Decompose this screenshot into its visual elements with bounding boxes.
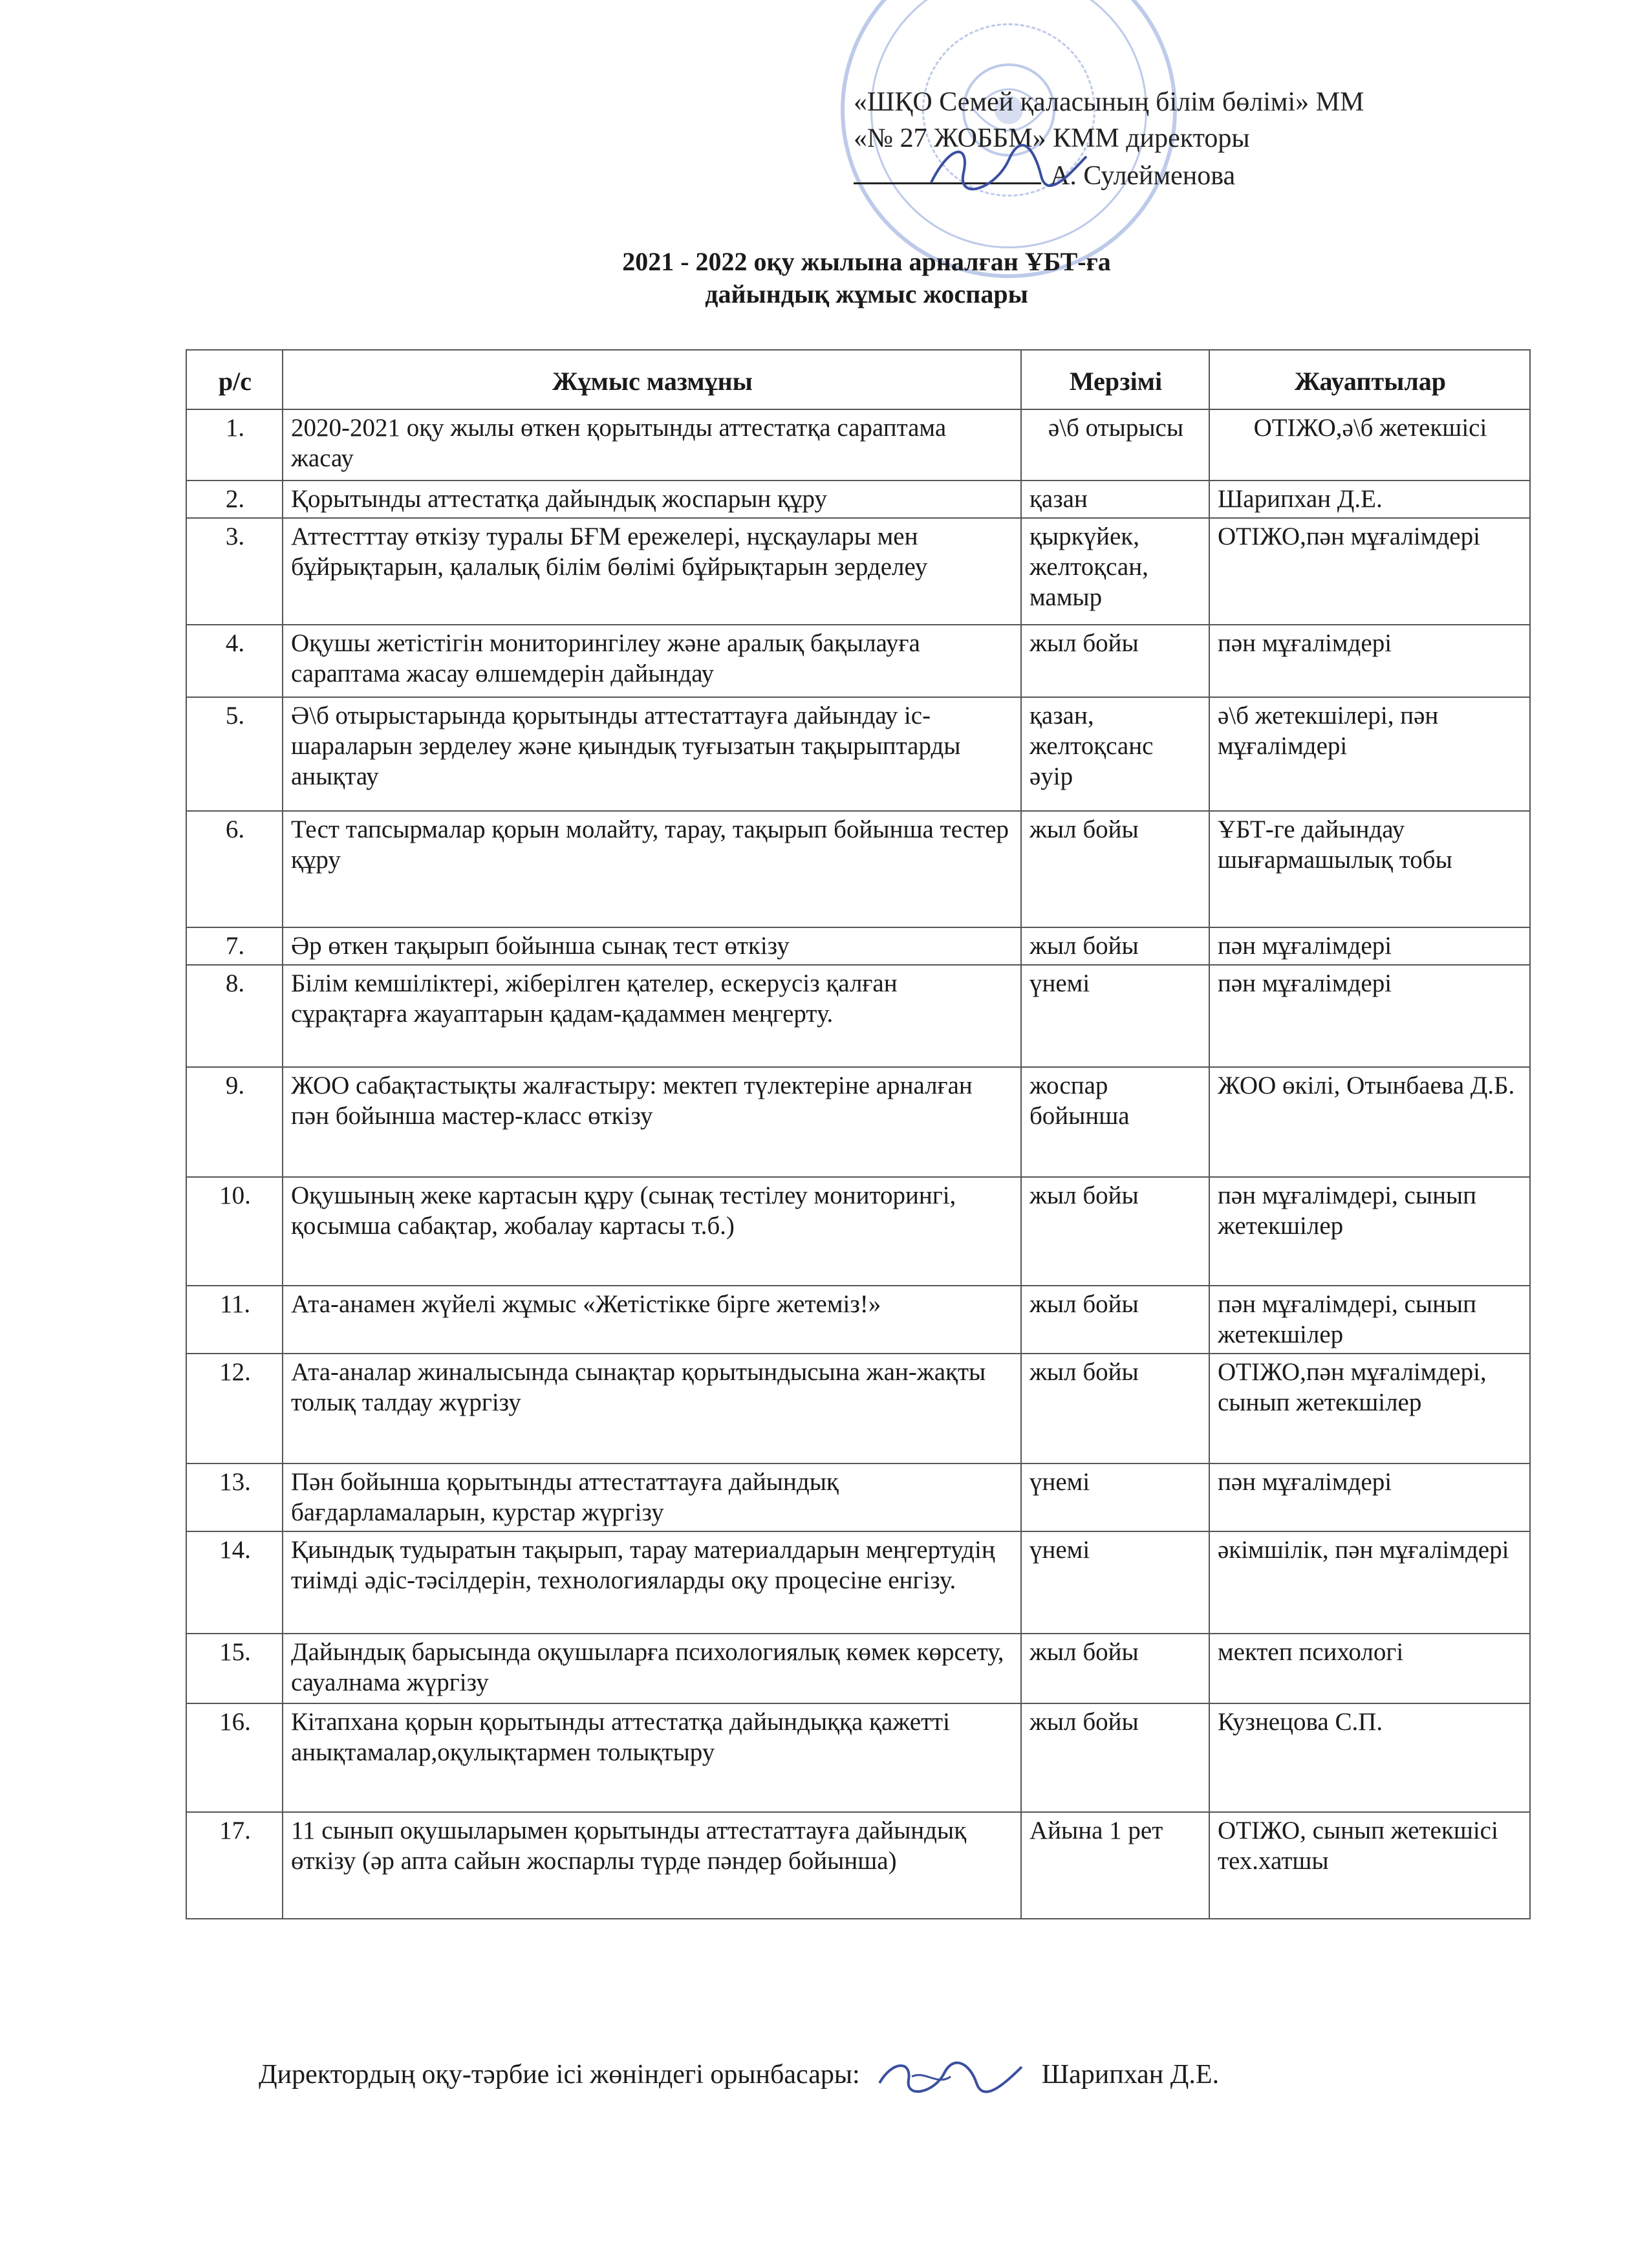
row-content: Әр өткен тақырып бойынша сынақ тест өткізу bbox=[283, 927, 1021, 965]
row-responsible: ә\б жетекшілері, пән мұғалімдері bbox=[1209, 697, 1530, 811]
title-line-2: дайындық жұмыс жоспары bbox=[705, 279, 1028, 308]
row-num: 5. bbox=[186, 697, 283, 811]
row-content: Қорытынды аттестатқа дайындық жоспарын құру bbox=[283, 481, 1021, 518]
row-responsible: пән мұғалімдері bbox=[1209, 625, 1530, 697]
row-content: Аттестттау өткізу туралы БҒМ ережелері, нұсқаулары мен бұйрықтарын, қалалық білім бөлімі бұйрықтарын зерделеу bbox=[283, 518, 1021, 625]
approval-director-title: «№ 27 ЖОББМ» КММ директоры bbox=[854, 124, 1250, 153]
header-num: р/с bbox=[186, 350, 283, 409]
row-content: 2020-2021 оқу жылы өткен қорытынды аттестатқа сараптама жасау bbox=[283, 409, 1021, 481]
row-term: жыл бойы bbox=[1021, 811, 1209, 927]
row-responsible: ОТІЖО,ә\б жетекшісі bbox=[1209, 409, 1530, 481]
row-num: 3. bbox=[186, 518, 283, 625]
row-content: Ата-аналар жиналысында сынақтар қорытындысына жан-жақты толық талдау жүргізу bbox=[283, 1354, 1021, 1463]
footer-signature-line bbox=[259, 2057, 1617, 2096]
row-responsible: пән мұғалімдері bbox=[1209, 965, 1530, 1067]
row-term: қазан bbox=[1021, 481, 1209, 518]
row-responsible: пән мұғалімдері, сынып жетекшілер bbox=[1209, 1286, 1530, 1354]
row-num: 17. bbox=[186, 1812, 283, 1919]
row-num: 8. bbox=[186, 965, 283, 1067]
row-responsible: мектеп психологі bbox=[1209, 1634, 1530, 1703]
row-responsible: пән мұғалімдері bbox=[1209, 927, 1530, 965]
row-content: Қиындық тудыратын тақырып, тарау материалдарын меңгертудің тиімді әдіс-тәсілдерін, технологияларды оқу процесіне енгізу. bbox=[283, 1531, 1021, 1634]
row-content: Ә\б отырыстарында қорытынды аттестаттауға дайындау іс-шараларын зерделеу және қиындық туғызатын тақырыптарды анықтау bbox=[283, 697, 1021, 811]
approval-signature-line bbox=[854, 157, 1565, 194]
header-term: Мерзімі bbox=[1021, 350, 1209, 409]
row-content: 11 сынып оқушыларымен қорытынды аттестаттауға дайындық өткізу (әр апта сайын жоспарлы түрде пәндер бойынша) bbox=[283, 1812, 1021, 1919]
row-num: 12. bbox=[186, 1354, 283, 1463]
table-row bbox=[186, 811, 1530, 927]
row-term: жыл бойы bbox=[1021, 1286, 1209, 1354]
row-responsible: ОТІЖО,пән мұғалімдері bbox=[1209, 518, 1530, 625]
row-num: 6. bbox=[186, 811, 283, 927]
deputy-signature-icon bbox=[873, 2057, 1028, 2096]
row-responsible: әкімшілік, пән мұғалімдері bbox=[1209, 1531, 1530, 1634]
row-term: үнемі bbox=[1021, 1463, 1209, 1531]
table-row bbox=[186, 625, 1530, 697]
row-responsible: Кузнецова С.П. bbox=[1209, 1703, 1530, 1812]
row-term: Айына 1 рет bbox=[1021, 1812, 1209, 1919]
row-content: Білім кемшіліктері, жіберілген қателер, ескерусіз қалған сұрақтарға жауаптарын қадам-қадаммен меңгерту. bbox=[283, 965, 1021, 1067]
header-responsible: Жауаптылар bbox=[1209, 350, 1530, 409]
work-plan-table bbox=[186, 349, 1531, 1919]
row-num: 2. bbox=[186, 481, 283, 518]
row-responsible: ОТІЖО, сынып жетекшісі тех.хатшы bbox=[1209, 1812, 1530, 1919]
director-name: А. Сулейменова bbox=[1050, 161, 1236, 191]
row-num: 9. bbox=[186, 1067, 283, 1177]
row-term: қазан, желтоқсанс әуір bbox=[1021, 697, 1209, 811]
row-responsible: ЖОО өкілі, Отынбаева Д.Б. bbox=[1209, 1067, 1530, 1177]
table-row bbox=[186, 1067, 1530, 1177]
document-title bbox=[0, 246, 1649, 310]
row-num: 13. bbox=[186, 1463, 283, 1531]
row-content: ЖОО сабақтастықты жалғастыру: мектеп түлектеріне арналған пән бойынша мастер-класс өткізу bbox=[283, 1067, 1021, 1177]
row-content: Оқушының жеке картасын құру (сынақ тестілеу мониторингі, қосымша сабақтар, жобалау картасы т.б.) bbox=[283, 1177, 1021, 1286]
row-term: қыркүйек, желтоқсан, мамыр bbox=[1021, 518, 1209, 625]
table-row bbox=[186, 697, 1530, 811]
table-row bbox=[186, 1286, 1530, 1354]
approval-org-line: «ШҚО Семей қаласының білім бөлімі» ММ bbox=[854, 87, 1364, 117]
row-term: үнемі bbox=[1021, 965, 1209, 1067]
row-content: Тест тапсырмалар қорын молайту, тарау, тақырып бойынша тестер құру bbox=[283, 811, 1021, 927]
row-content: Ата-анамен жүйелі жұмыс «Жетістікке бірге жетеміз!» bbox=[283, 1286, 1021, 1354]
title-line-1: 2021 - 2022 оқу жылына арналған ҰБТ-ға bbox=[622, 247, 1111, 276]
table-row bbox=[186, 927, 1530, 965]
table-row bbox=[186, 1812, 1530, 1919]
row-term: жыл бойы bbox=[1021, 1354, 1209, 1463]
table-row bbox=[186, 1354, 1530, 1463]
table-row bbox=[186, 1703, 1530, 1812]
row-num: 7. bbox=[186, 927, 283, 965]
row-content: Дайындық барысында оқушыларға психологиялық көмек көрсету, сауалнама жүргізу bbox=[283, 1634, 1021, 1703]
director-signature-icon bbox=[925, 137, 1093, 195]
row-term: ә\б отырысы bbox=[1021, 409, 1209, 481]
row-num: 15. bbox=[186, 1634, 283, 1703]
row-term: жыл бойы bbox=[1021, 1177, 1209, 1286]
row-term: жыл бойы bbox=[1021, 1703, 1209, 1812]
row-term: жыл бойы bbox=[1021, 625, 1209, 697]
table-row bbox=[186, 481, 1530, 518]
table-row bbox=[186, 1531, 1530, 1634]
table-row bbox=[186, 965, 1530, 1067]
row-content: Пән бойынша қорытынды аттестаттауға дайындық бағдарламаларын, курстар жүргізу bbox=[283, 1463, 1021, 1531]
row-term: жыл бойы bbox=[1021, 1634, 1209, 1703]
table-header-row bbox=[186, 350, 1530, 409]
row-num: 4. bbox=[186, 625, 283, 697]
header-content: Жұмыс мазмұны bbox=[283, 350, 1021, 409]
row-content: Кітапхана қорын қорытынды аттестатқа дайындыққа қажетті анықтамалар,оқулықтармен толықтыру bbox=[283, 1703, 1021, 1812]
row-num: 1. bbox=[186, 409, 283, 481]
row-content: Оқушы жетістігін мониторингілеу және аралық бақылауға сараптама жасау өлшемдерін дайындау bbox=[283, 625, 1021, 697]
row-responsible: пән мұғалімдері bbox=[1209, 1463, 1530, 1531]
approval-block bbox=[854, 84, 1565, 194]
row-num: 14. bbox=[186, 1531, 283, 1634]
table-row bbox=[186, 518, 1530, 625]
table-row bbox=[186, 1463, 1530, 1531]
row-num: 11. bbox=[186, 1286, 283, 1354]
row-term: жоспар бойынша bbox=[1021, 1067, 1209, 1177]
row-num: 16. bbox=[186, 1703, 283, 1812]
table-row bbox=[186, 409, 1530, 481]
row-responsible: пән мұғалімдері, сынып жетекшілер bbox=[1209, 1177, 1530, 1286]
row-responsible: ОТІЖО,пән мұғалімдері, сынып жетекшілер bbox=[1209, 1354, 1530, 1463]
row-term: жыл бойы bbox=[1021, 927, 1209, 965]
table-row bbox=[186, 1634, 1530, 1703]
deputy-name: Шарипхан Д.Е. bbox=[1041, 2060, 1220, 2090]
row-term: үнемі bbox=[1021, 1531, 1209, 1634]
row-responsible: Шарипхан Д.Е. bbox=[1209, 481, 1530, 518]
table-row bbox=[186, 1177, 1530, 1286]
row-num: 10. bbox=[186, 1177, 283, 1286]
deputy-position: Директордың оқу-тәрбие ісі жөніндегі орынбасары: bbox=[259, 2060, 860, 2090]
row-responsible: ҰБТ-ге дайындау шығармашылық тобы bbox=[1209, 811, 1530, 927]
